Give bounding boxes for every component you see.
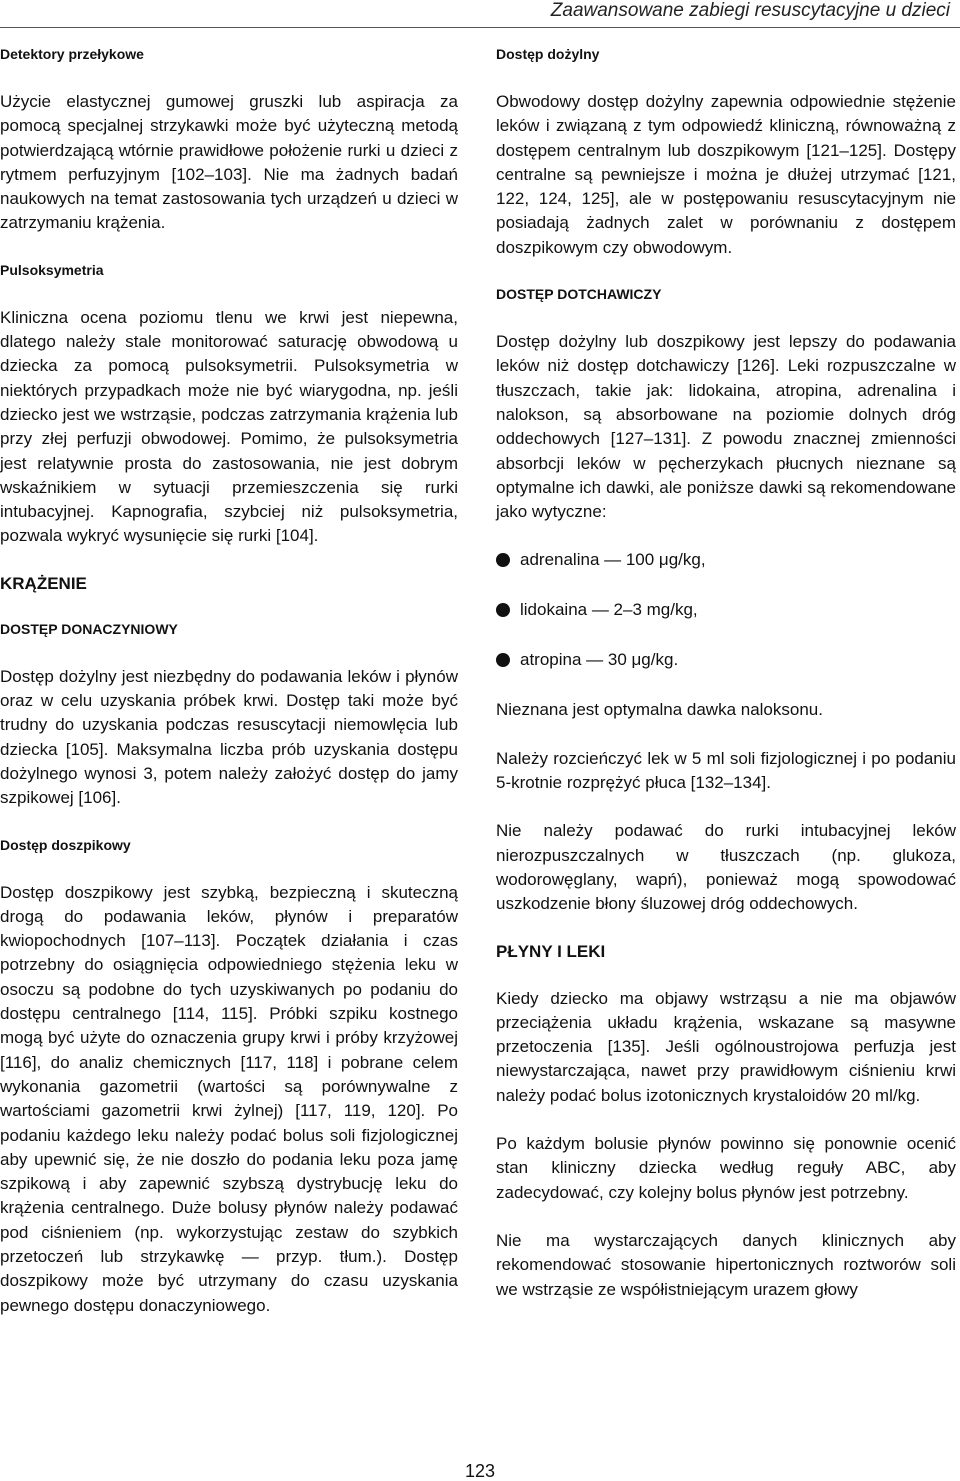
list-item [496,648,956,672]
header-rule [0,27,960,28]
right-column [496,44,956,1326]
paragraph-pulsoksymetria: Kliniczna ocena poziomu tlenu we krwi jest niepewna, dlatego należy stale monitorować saturację obwodową u dziecka za pomocą pulsoksymetrii. Pulsoksymetria w niektórych przypadkach może nie być wiarygodna, np. jeśli dziecko jest we wstrząsie, podczas zatrzymania krążenia lub przy złej perfuzji obwodowej. Pomimo, że pulsoksymetria jest relatywnie prosta do zastosowania, nie jest dobrym wskaźnikiem w sytuacji przemieszczenia się rurki intubacyjnej. Kapnografia, szybciej niż pulsoksymetria, pozwala wykryć wysunięcie się rurki [104]. [0,307,458,546]
heading-dostep-dotchawiczy: DOSTĘP DOTCHAWICZY [496,286,662,303]
paragraph-plyny-2: Po każdym bolusie płynów powinno się ponownie ocenić stan kliniczny dziecka według reguły ABC, aby zadecydować, czy kolejny bolus płynów jest potrzebny. [496,1134,956,1202]
paragraph-plyny-3: Nie ma wystarczających danych klinicznych aby rekomendować stosowanie hipertonicznych roztworów soli we wstrząsie ze współistniejącym urazem głowy [496,1230,956,1299]
heading-dostep-dozylny: Dostęp dożylny [496,46,600,62]
paragraph-dostep-dozylny: Obwodowy dostęp dożylny zapewnia odpowiednie stężenie leków i związaną z tym odpowiedź kliniczną, równoważną z dostępem centralnym lub doszpikowym [121–125]. Dostępy centralne są pewniejsze i można je dłużej utrzymać [121, 122, 124, 125], ale w postępowaniu resuscytacyjnym nie posiadają żadnych zalet w porównaniu z dostępem doszpikowym czy obwodowym. [496,92,956,257]
paragraph-dostep-doszpikowy: Dostęp doszpikowy jest szybką, bezpieczną i skuteczną drogą do podawania leków, płynów i preparatów kwiopochodnych [107–113]. Początek działania i czas potrzebny do osiągnięcia odpowiedniego stężenia leku w osoczu są podobne do tych uzyskiwanych po podaniu do dostępu centralnego [114, 115]. Próbki szpiku kostnego mogą być użyte do oznaczenia grupy krwi i próby krzyżowej [116], do analiz chemicznych [117, 118] i pobrane celem wykonania gazometrii (wartości są porównywalne z wartościami gazometrii krwi żylnej) [117, 119, 120]. Po podaniu każdego leku należy podać bolus soli fizjologicznej aby upewnić się, że nie doszło do podania leku poza jamę szpikową i aby zapewnić szybszą dystrybucję leku do krążenia centralnego. Duże bolusy płynów należy podawać pod ciśnieniem (np. wykorzystując zestaw do szybkich przetoczeń lub strzykawkę — przyp. tłum.). Dostęp doszpikowy może być utrzymany do czasu uzyskania pewnego dostępu donaczyniowego. [0,882,458,1315]
page-number: 123 [464,1461,496,1481]
running-head: Zaawansowane zabiegi resuscytacyjne u dzieci [550,0,950,21]
bullet-icon [496,603,510,617]
list-item [496,598,956,622]
bullet-icon [496,653,510,667]
paragraph-nie-nalezy: Nie należy podawać do rurki intubacyjnej leków nierozpuszczalnych w tłuszczach (np. glukoza, wodorowęglany, wapń), ponieważ mogą spowodować uszkodzenie błony śluzowej dróg oddechowych. [496,821,956,914]
paragraph-detektory: Użycie elastycznej gumowej gruszki lub aspiracja za pomocą specjalnej strzykawki może być użyteczną metodą potwierdzającą wtórnie prawidłowe położenie rurki u dzieci z rytmem perfuzyjnym [102–103]. Nie ma żadnych badań naukowych na temat zastosowania tych urządzeń u dzieci w zatrzymaniu krążenia. [0,92,458,233]
paragraph-dostep-dotchawiczy: Dostęp dożylny lub doszpikowy jest lepszy do podawania leków niż dostęp dotchawiczy [126]. Leki rozpuszczalne w tłuszczach, takie jak: lidokaina, atropina, adrenalina i nalokson, są absorbowane na poziomie dolnych dróg oddechowych [127–131]. Z powodu znacznej zmienności absorbcji leków w pęcherzykach płucnych nieznane są optymalne ich dawki, ale poniższe dawki są rekomendowane jako wytyczne: [496,332,956,522]
heading-dostep-doszpikowy: Dostęp doszpikowy [0,836,131,853]
left-column [0,44,458,1342]
paragraph-rozcienczyc: Należy rozcieńczyć lek w 5 ml soli fizjologicznej i po podaniu 5-krotnie rozprężyć płuca [132–134]. [496,748,956,793]
heading-krazenie: KRĄŻENIE [0,573,87,593]
paragraph-nalokson: Nieznana jest optymalna dawka naloksonu. [496,700,823,720]
bullet-icon [496,553,510,567]
dose-list [496,548,956,672]
paragraph-dostep-donaczyniowy: Dostęp dożylny jest niezbędny do podawania leków i płynów oraz w celu uzyskania próbek krwi. Dostęp taki może być trudny do uzyskania podczas resuscytacji niemowlęcia lub dziecka [105]. Maksymalna liczba prób uzyskania dostępu dożylnego wynosi 3, potem należy założyć dostęp do jamy szpikowej [106]. [0,666,458,808]
heading-dostep-donaczyniowy: DOSTĘP DONACZYNIOWY [0,620,178,637]
list-item [496,548,956,572]
dose-text: adrenalina — 100 μg/kg, [520,550,706,570]
paragraph-plyny-1: Kiedy dziecko ma objawy wstrząsu a nie ma objawów przeciążenia układu krążenia, wskazane są masywne przetoczenia [135]. Jeśli ogólnoustrojowa perfuzja jest niewystarczająca, nawet przy prawidłowym ciśnieniu krwi należy podać bolus izotonicznych krystaloidów 20 ml/kg. [496,988,956,1105]
dose-text: lidokaina — 2–3 mg/kg, [520,600,698,620]
heading-pulsoksymetria: Pulsoksymetria [0,261,104,278]
heading-plyny-leki: PŁYNY I LEKI [496,941,606,961]
dose-text: atropina — 30 μg/kg. [520,650,679,670]
heading-detektory: Detektory przełykowe [0,46,144,62]
